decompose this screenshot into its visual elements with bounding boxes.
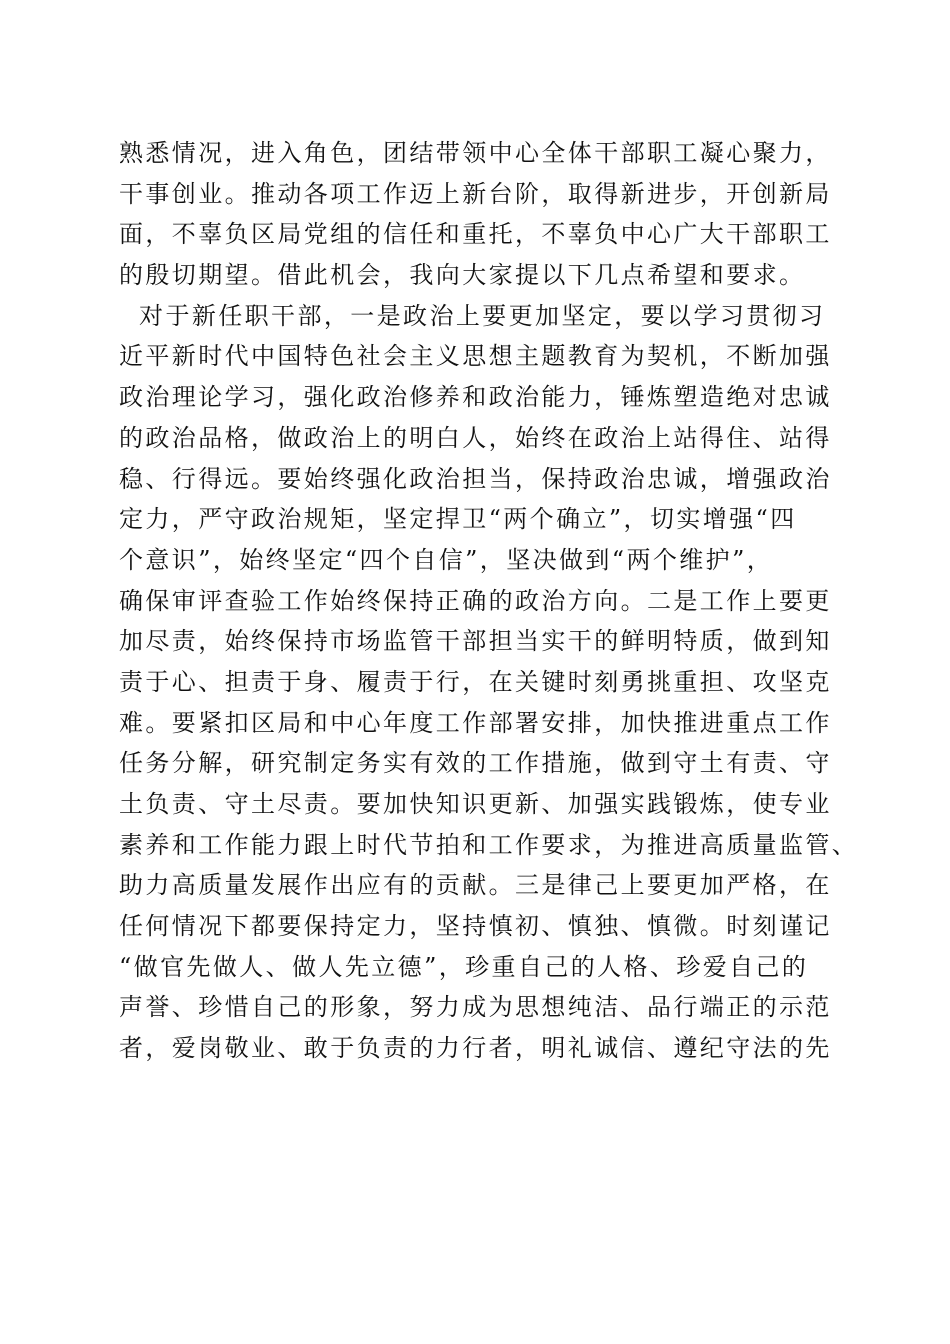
text-line-15: 难。要紧扣区局和中心年度工作部署安排，加快推进重点工作 [119, 708, 832, 737]
text-line-20: 任何情况下都要保持定力，坚持慎初、慎独、慎微。时刻谨记 [119, 912, 832, 941]
text-line-21: “做官先做人、做人先立德”，珍重自己的人格、珍爱自己的 [119, 952, 809, 981]
text-line-1: 熟悉情况，进入角色，团结带领中心全体干部职工凝心聚力， [119, 139, 832, 167]
text-line-6: 近平新时代中国特色社会主义思想主题教育为契机，不断加强 [119, 342, 832, 371]
text-line-13: 加尽责，始终保持市场监管干部担当实干的鲜明特质，做到知 [119, 627, 832, 656]
text-line-8: 的政治品格，做政治上的明白人，始终在政治上站得住、站得 [119, 423, 832, 452]
text-line-2: 干事创业。推动各项工作迈上新台阶，取得新进步，开创新局 [119, 179, 832, 208]
text-line-16: 任务分解，研究制定务实有效的工作措施，做到守土有责、守 [119, 749, 832, 778]
text-line-10: 定力，严守政治规矩，坚定捍卫“两个确立”，切实增强“四 [119, 505, 797, 534]
text-line-12: 确保审评查验工作始终保持正确的政治方向。二是工作上要更 [119, 586, 832, 615]
text-line-4: 的殷切期望。借此机会，我向大家提以下几点希望和要求。 [119, 261, 806, 290]
text-line-11: 个意识”，始终坚定“四个自信”，坚决做到“两个维护”， [119, 545, 774, 574]
text-line-17: 土负责、守土尽责。要加快知识更新、加强实践锻炼，使专业 [119, 790, 832, 818]
text-line-23: 者，爱岗敬业、敢于负责的力行者，明礼诚信、遵纪守法的先 [119, 1034, 832, 1063]
body-text [119, 133, 859, 1069]
text-line-19: 助力高质量发展作出应有的贡献。三是律己上要更加严格，在 [119, 871, 832, 900]
text-line-3: 面，不辜负区局党组的信任和重托，不辜负中心广大干部职工 [119, 220, 832, 249]
text-line-22: 声誉、珍惜自己的形象，努力成为思想纯洁、品行端正的示范 [119, 993, 832, 1022]
text-line-18: 素养和工作能力跟上时代节拍和工作要求，为推进高质量监管、 [119, 830, 859, 859]
text-line-7: 政治理论学习，强化政治修养和政治能力，锤炼塑造绝对忠诚 [119, 383, 832, 412]
text-line-14: 责于心、担责于身、履责于行，在关键时刻勇挑重担、攻坚克 [119, 667, 832, 696]
text-line-5: 对于新任职干部，一是政治上要更加坚定，要以学习贯彻习 [119, 301, 826, 330]
text-line-9: 稳、行得远。要始终强化政治担当，保持政治忠诚，增强政治 [119, 464, 832, 493]
